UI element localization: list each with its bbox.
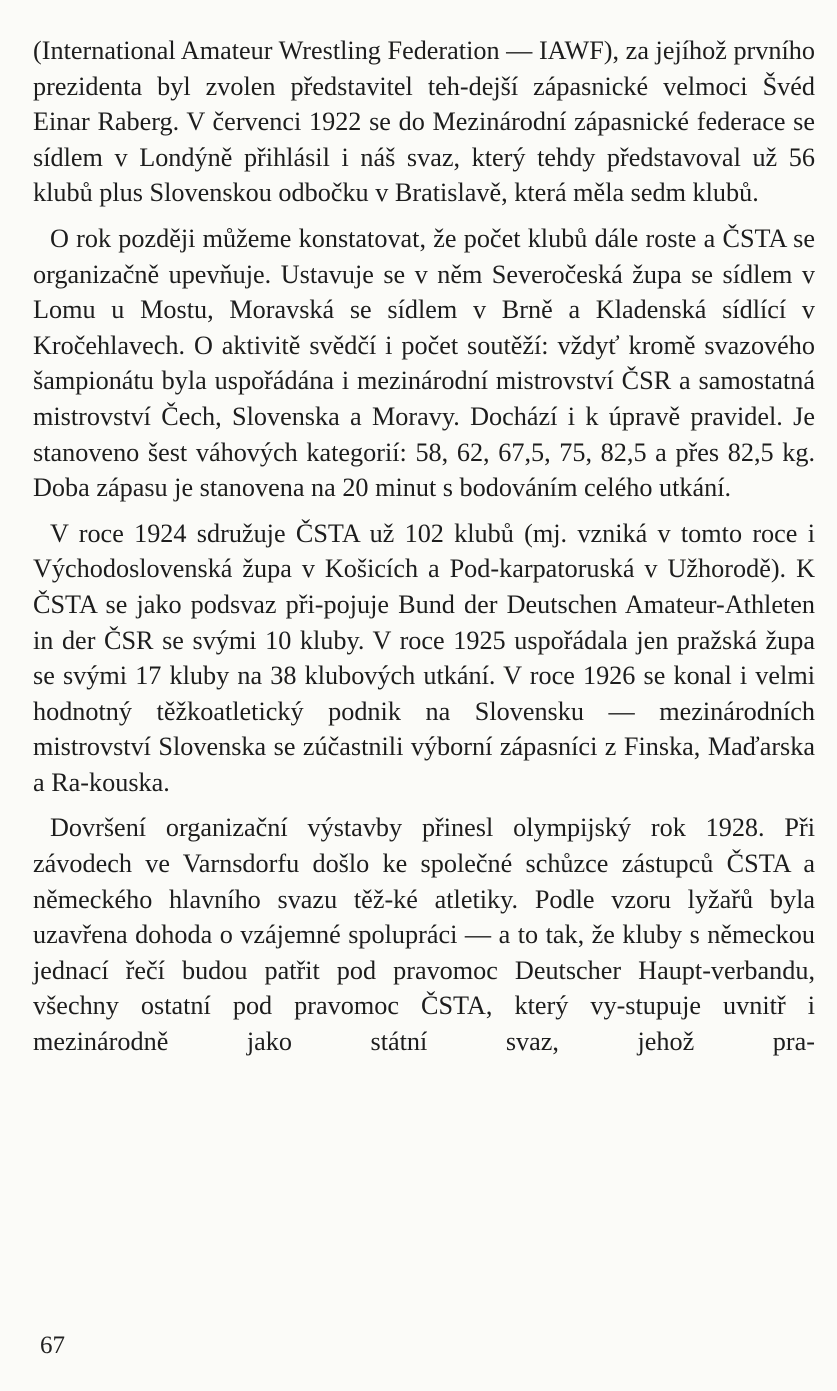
paragraph-4: Dovršení organizační výstavby přinesl olympijský rok 1928. Při závodech ve Varnsdorfu došlo ke společné schůzce zástupců ČSTA a německého hlavního svazu těž-ké atletiky. Podle vzoru lyžařů byla uzavřena dohoda o vzájemné spolupráci — a to tak, že kluby s německou jednací řečí budou patřit pod pravomoc Deutscher Haupt-verbandu, všechny ostatní pod pravomoc ČSTA, který vy-stupuje uvnitř i mezinárodně jako státní svaz, jehož pra- xyxy=(33,813,815,1057)
paragraph-2: O rok později můžeme konstatovat, že počet klubů dále roste a ČSTA se organizačně upevňuje. Ustavuje se v něm Severočeská župa se sídlem v Lomu u Mostu, Moravská se sídlem v Brně a Kladenská sídlící v Kročehlavech. O aktivitě svědčí i počet soutěží: vždyť kromě svazového šampionátu byla uspořádána i mezinárodní mistrovství ČSR a samostatná mistrovství Čech, Slovenska a Moravy. Dochází i k úpravě pravidel. Je stanoveno šest váhových kategorií: 58, 62, 67,5, 75, 82,5 a přes 82,5 kg. Doba zápasu je stanovena na 20 minut s bodováním celého utkání. xyxy=(33,223,815,503)
page-number: 67 xyxy=(40,1332,65,1359)
paragraph-1: (International Amateur Wrestling Federation — IAWF), za jejíhož prvního prezidenta byl zvolen představitel teh-dejší zápasnické velmoci Švéd Einar Raberg. V červenci 1922 se do Mezinárodní zápasnické federace se sídlem v Londýně přihlásil i náš svaz, který tehdy představoval už 56 klubů plus Slovenskou odbočku v Bratislavě, která měla sedm klubů. xyxy=(33,36,815,208)
paragraph-3: V roce 1924 sdružuje ČSTA už 102 klubů (mj. vzniká v tomto roce i Východoslovenská župa v Košicích a Pod-karpatoruská v Užhorodě). K ČSTA se jako podsvaz při-pojuje Bund der Deutschen Amateur-Athleten in der ČSR se svými 10 kluby. V roce 1925 uspořádala jen pražská župa se svými 17 kluby na 38 klubových utkání. V roce 1926 se konal i velmi hodnotný těžkoatletický podnik na Slovensku — mezinárodních mistrovství Slovenska se zúčastnili výborní zápasníci z Finska, Maďarska a Ra-kouska. xyxy=(33,518,815,797)
